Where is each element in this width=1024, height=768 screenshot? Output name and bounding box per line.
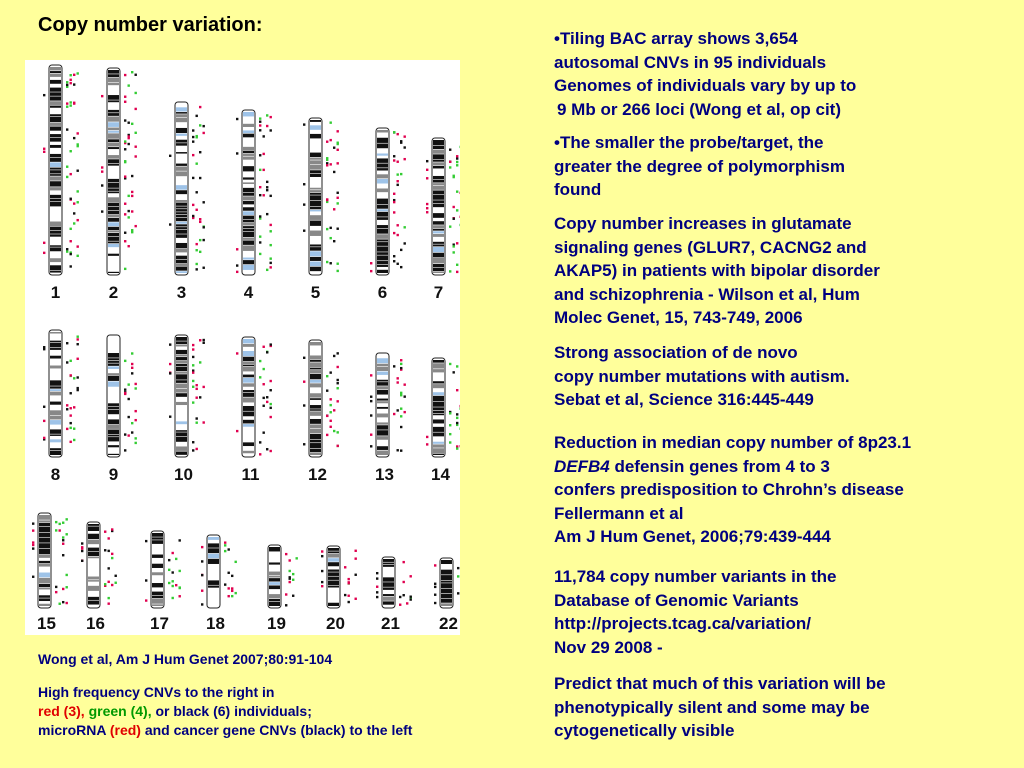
chromosome-label: 2 — [108, 283, 119, 302]
para-tiling-bac: •Tiling BAC array shows 3,654 autosomal CNVs in 95 individuals Genomes of individuals vary by up to 9 Mb or 266 loci (Wong et al, op cit) — [554, 29, 857, 119]
chromosome-1 — [43, 65, 79, 275]
chromosome-17 — [145, 531, 181, 608]
chromosome-15 — [32, 513, 68, 608]
chromosome-label: 22 — [439, 614, 458, 633]
chromosome-label: 12 — [308, 465, 327, 484]
chromosome-6 — [370, 128, 406, 275]
para-probe-size: •The smaller the probe/target, the greater the degree of polymorphism found — [554, 133, 845, 199]
chromosome-22 — [434, 558, 460, 608]
chromosome-11 — [236, 337, 272, 457]
chromosome-label: 14 — [431, 465, 450, 484]
karyotype-figure — [25, 60, 460, 635]
chromosome-label: 4 — [243, 283, 254, 302]
database-url[interactable]: http://projects.tcag.ca/variation/ — [554, 614, 811, 633]
chromosome-5 — [303, 118, 339, 275]
para-autism: Strong association of de novo copy number mutations with autism. Sebat et al, Science 316:445-449 — [554, 343, 850, 409]
chromosome-4 — [236, 110, 272, 275]
chromosome-18 — [201, 535, 237, 608]
chromosome-label: 16 — [86, 614, 105, 633]
para-predict: Predict that much of this variation will be phenotypically silent and some may be cytogenetically visible — [554, 674, 886, 740]
legend-line-2 — [38, 702, 518, 721]
chromosome-label: 18 — [206, 614, 225, 633]
chromosome-10 — [169, 335, 205, 457]
chromosome-label: 9 — [108, 465, 119, 484]
para-defb4: Reduction in median copy number of 8p23.1 DEFB4 defensin genes from 4 to 3 confers predisposition to Chrohn’s disease Fellermann et al Am J Hum Genet, 2006;79:439-444 — [554, 433, 912, 546]
legend-green: green (4), — [88, 703, 152, 719]
legend-line-1: High frequency CNVs to the right in — [38, 684, 275, 700]
chromosome-label: 17 — [150, 614, 169, 633]
chromosome-19 — [268, 545, 298, 608]
legend-line-3: microRNA (red) and cancer gene CNVs (black) to the left — [38, 722, 413, 738]
figure-citation: Wong et al, Am J Hum Genet 2007;80:91-104 — [38, 651, 333, 667]
chromosome-label: 5 — [310, 283, 321, 302]
legend-red: red (3), — [38, 703, 85, 719]
chromosome-16 — [81, 522, 117, 608]
chromosome-13 — [370, 353, 406, 457]
chromosome-20 — [321, 546, 357, 608]
chromosome-21 — [376, 557, 412, 608]
chromosome-label: 8 — [50, 465, 61, 484]
chromosome-label: 13 — [375, 465, 394, 484]
chromosome-7 — [426, 138, 460, 275]
chromosome-12 — [303, 340, 339, 457]
chromosome-label: 11 — [241, 465, 260, 484]
chromosome-3 — [169, 102, 205, 275]
chromosome-label: 19 — [267, 614, 286, 633]
chromosome-label: 1 — [50, 283, 61, 302]
chromosome-label: 20 — [326, 614, 345, 633]
chromosome-label: 3 — [176, 283, 187, 302]
chromosome-label: 21 — [381, 614, 400, 633]
chromosome-14 — [426, 358, 460, 457]
chromosome-2 — [101, 68, 137, 275]
gene-defb4: DEFB4 — [554, 456, 610, 476]
para-database: 11,784 copy number variants in the Database of Genomic Variants http://projects.tcag.ca/variation/ Nov 29 2008 - — [554, 565, 1014, 659]
karyotype-svg — [25, 60, 460, 635]
figure-legend — [38, 683, 518, 740]
chromosome-label: 6 — [377, 283, 388, 302]
slide-title: Copy number variation: — [38, 14, 263, 36]
chromosome-9 — [107, 335, 137, 457]
legend-black: or black (6) individuals; — [155, 703, 312, 719]
chromosome-8 — [43, 330, 79, 457]
chromosome-label: 10 — [174, 465, 193, 484]
chromosome-label: 15 — [37, 614, 56, 633]
chromosome-label: 7 — [433, 283, 444, 302]
para-glutamate: Copy number increases in glutamate signaling genes (GLUR7, CACNG2 and AKAP5) in patients with bipolar disorder and schizophrenia - Wilson et al, Hum Molec Genet, 15, 743-749, 2006 — [554, 214, 880, 327]
